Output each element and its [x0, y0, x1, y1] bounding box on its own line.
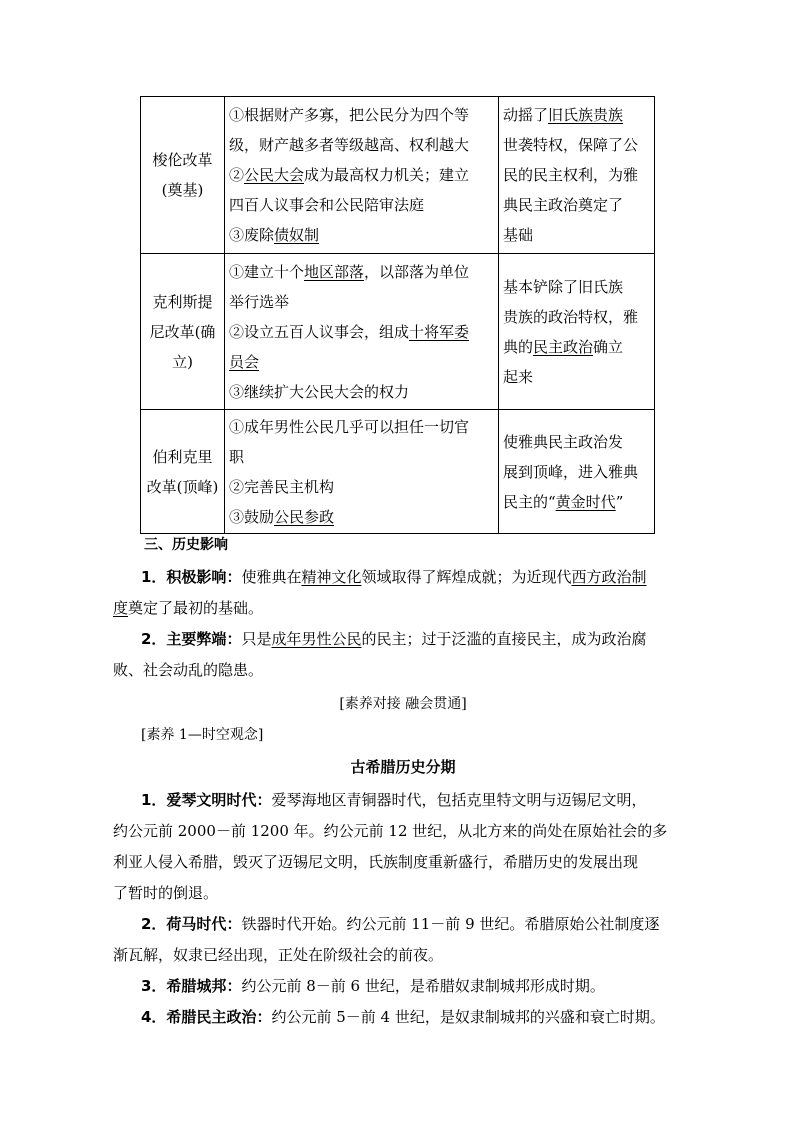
cell-line	[229, 442, 494, 472]
reform-effect-cell	[499, 97, 655, 254]
text: 克利斯提	[152, 292, 213, 311]
text: 败、社会动乱的隐患。	[113, 661, 264, 679]
text: 改革(顶峰)	[146, 477, 219, 496]
text: 铁器时代开始。约公元前 11－前 9 世纪。希腊原始公社制度逐	[241, 915, 660, 933]
text: 爱琴海地区青铜器时代，包括克里特文明与迈锡尼文明，	[271, 791, 647, 809]
cell-line	[145, 442, 220, 472]
period-paragraph	[113, 1002, 683, 1033]
text: 举行选举	[229, 292, 290, 311]
reform-table	[140, 96, 655, 534]
cell-line	[503, 362, 650, 392]
reform-name-cell	[141, 254, 225, 410]
text: 领域取得了辉煌成就；为近现代	[361, 568, 572, 586]
literacy-label: [素养 1—时空观念]	[141, 727, 264, 743]
reform-row	[141, 410, 655, 534]
periods-heading: 古希腊历史分期	[350, 758, 456, 776]
text: 世袭特权，保障了公	[503, 136, 639, 154]
cell-line	[145, 317, 220, 347]
positive-impact-label: 1．积极影响：	[141, 568, 242, 586]
text: 典的	[503, 337, 534, 356]
drawback-label: 2．主要弊端：	[141, 630, 242, 648]
text: 利亚人侵入希腊，毁灭了迈锡尼文明，氏族制度重新盛行，希腊历史的发展出现	[113, 853, 639, 871]
text: 起来	[503, 367, 534, 386]
cell-line	[229, 287, 494, 317]
cell-line	[503, 130, 650, 160]
text: 典民主政治奠定了	[503, 196, 624, 214]
text: 四百人议事会和公民陪审法庭	[229, 196, 425, 214]
cell-line	[503, 160, 650, 190]
text: ②完善民主机构	[229, 477, 335, 496]
reform-name-cell	[141, 410, 225, 534]
text: 民主的“	[503, 492, 556, 511]
period-label: 4．希腊民主政治：	[141, 1008, 272, 1026]
reform-measures-cell	[225, 97, 499, 254]
text: 立)	[172, 352, 193, 371]
text: 渐瓦解，奴隶已经出现，正处在阶级社会的前夜。	[113, 946, 444, 964]
text: 展到顶峰，进入雅典	[503, 462, 639, 481]
underlined-term: 黄金时代	[555, 492, 616, 511]
reform-name-cell	[141, 97, 225, 254]
text: 了暂时的倒退。	[113, 884, 219, 902]
text: 只是	[241, 630, 272, 648]
cell-line	[503, 457, 650, 487]
text: 基础	[503, 226, 534, 244]
text: ①建立十个	[229, 262, 305, 281]
cell-line	[229, 502, 494, 532]
text: 级，财产越多者等级越高、权利越大	[229, 136, 470, 154]
cell-line	[229, 160, 494, 190]
underlined-term: 地区部落	[304, 262, 365, 281]
underlined-term: 十将军委	[409, 322, 470, 341]
cell-line	[229, 472, 494, 502]
cell-line	[229, 347, 494, 377]
underlined-term: 员会	[229, 352, 260, 371]
text: ③鼓励	[229, 507, 275, 526]
text: 约公元前 5－前 4 世纪，是奴隶制城邦的兴盛和衰亡时期。	[271, 1008, 665, 1026]
section-title: 三、历史影响	[144, 537, 228, 553]
cell-line	[229, 190, 494, 220]
reform-measures-cell	[225, 254, 499, 410]
text: ①成年男性公民几乎可以担任一切官	[229, 417, 470, 436]
text: 奠定了最初的基础。	[128, 599, 264, 617]
period-label: 1．爱琴文明时代：	[141, 791, 272, 809]
text: ③废除	[229, 226, 275, 244]
text: 贵族的政治特权，雅	[503, 307, 639, 326]
text: 使雅典在	[241, 568, 302, 586]
cell-line	[145, 347, 220, 377]
cell-line	[503, 427, 650, 457]
underlined-term: 公民参政	[274, 507, 335, 526]
cell-line	[503, 487, 650, 517]
underlined-term: 公民大会	[244, 166, 305, 184]
cell-line	[229, 257, 494, 287]
underlined-term: 成年男性公民	[271, 630, 362, 648]
reform-row	[141, 97, 655, 254]
reform-effect-cell	[499, 410, 655, 534]
cell-line	[503, 100, 650, 130]
text: 约公元前 8－前 6 世纪，是希腊奴隶制城邦形成时期。	[241, 977, 605, 995]
text: 使雅典民主政治发	[503, 432, 624, 451]
text: ”	[615, 492, 624, 511]
text: 梭伦改革	[152, 151, 213, 169]
text: 尼改革(确	[149, 322, 216, 341]
cell-line	[229, 100, 494, 130]
text: ②设立五百人议事会，组成	[229, 322, 410, 341]
cell-line	[229, 130, 494, 160]
cell-line	[503, 332, 650, 362]
periods-list	[113, 785, 683, 1033]
cell-line	[229, 412, 494, 442]
text: 成为最高权力机关；建立	[304, 166, 470, 184]
cell-line	[145, 145, 220, 175]
underlined-term: 精神文化	[301, 568, 362, 586]
cell-line	[145, 175, 220, 205]
reform-row	[141, 254, 655, 410]
banner: [素养对接 融会贯通]	[339, 696, 467, 712]
underlined-term: 旧氏族贵族	[548, 106, 624, 124]
period-label: 3．希腊城邦：	[141, 977, 242, 995]
cell-line	[229, 220, 494, 250]
text: ②	[229, 166, 245, 184]
drawback-paragraph	[113, 624, 683, 686]
period-paragraph	[113, 971, 683, 1002]
positive-impact-paragraph	[113, 562, 683, 624]
cell-line	[503, 190, 650, 220]
text: ，以部落为单位	[364, 262, 470, 281]
period-label: 2．荷马时代：	[141, 915, 242, 933]
reform-measures-cell	[225, 410, 499, 534]
cell-line	[145, 472, 220, 502]
cell-line	[229, 317, 494, 347]
cell-line	[503, 302, 650, 332]
text: 约公元前 2000－前 1200 年。约公元前 12 世纪，从北方来的尚处在原始社会的多	[113, 822, 668, 840]
text: ①根据财产多寡，把公民分为四个等	[229, 106, 470, 124]
underlined-term: 债奴制	[274, 226, 320, 244]
text: 伯利克里	[152, 447, 213, 466]
text: 民的民主权利，为雅	[503, 166, 639, 184]
underlined-term: 度	[113, 599, 129, 617]
cell-line	[229, 377, 494, 407]
cell-line	[145, 287, 220, 317]
text: 确立	[593, 337, 624, 356]
text: (奠基)	[161, 181, 204, 199]
text: 职	[229, 447, 245, 466]
text: 基本铲除了旧氏族	[503, 277, 624, 296]
text: 的民主；过于泛滥的直接民主，成为政治腐	[361, 630, 647, 648]
period-paragraph	[113, 909, 683, 971]
text: ③继续扩大公民大会的权力	[229, 382, 410, 401]
text: 动摇了	[503, 106, 549, 124]
cell-line	[503, 220, 650, 250]
period-paragraph	[113, 785, 683, 909]
underlined-term: 西方政治制	[571, 568, 647, 586]
underlined-term: 民主政治	[533, 337, 594, 356]
reform-effect-cell	[499, 254, 655, 410]
cell-line	[503, 272, 650, 302]
